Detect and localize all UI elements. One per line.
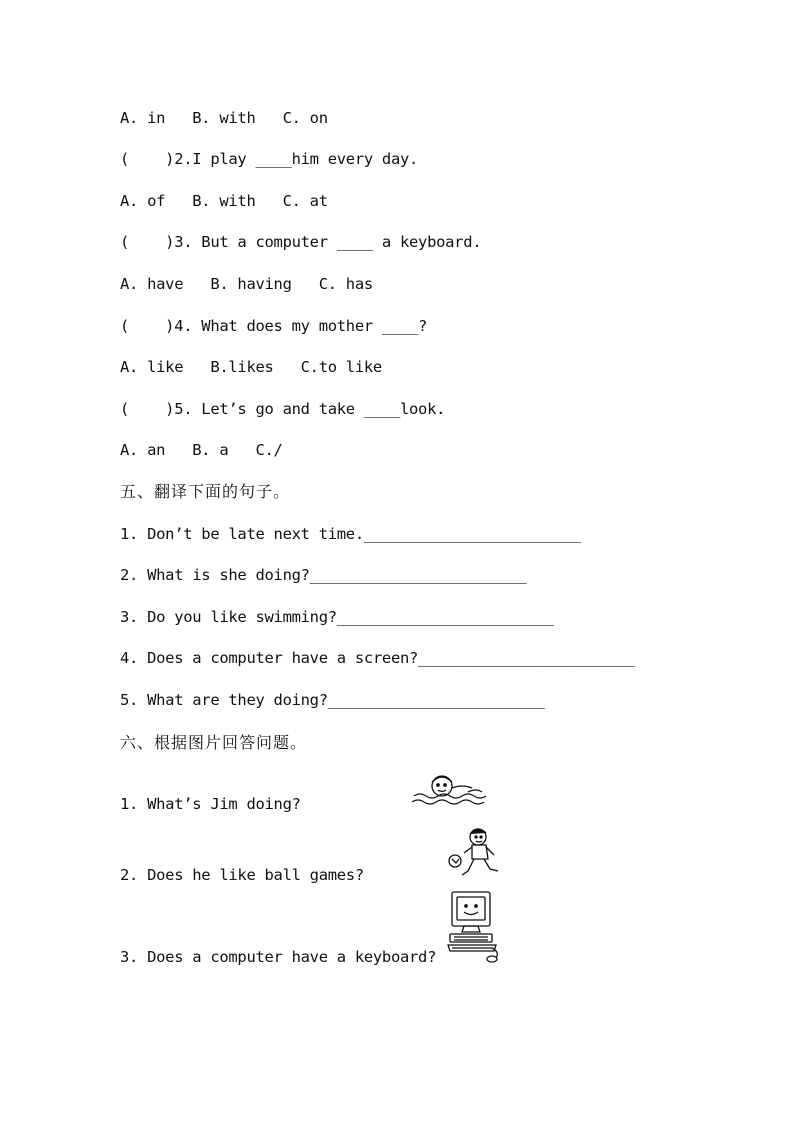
q5-options: A. an B. a C./ xyxy=(120,441,283,459)
picture-question-1: 1. What’s Jim doing? xyxy=(120,795,301,813)
q2-options: A. of B. with C. at xyxy=(120,192,328,210)
translate-item-1: 1. Don’t be late next time.________________________ xyxy=(120,525,581,543)
computer-picture xyxy=(444,890,504,964)
q3-question: ( )3. But a computer ____ a keyboard. xyxy=(120,233,482,251)
q5-question: ( )5. Let’s go and take ____look. xyxy=(120,400,446,418)
q1-options: A. in B. with C. on xyxy=(120,109,328,127)
translate-item-4: 4. Does a computer have a screen?________________________ xyxy=(120,649,635,667)
q4-question: ( )4. What does my mother ____? xyxy=(120,317,428,335)
section5-title: 五、翻译下面的句子。 xyxy=(120,482,291,501)
swimming-boy-picture xyxy=(410,770,490,810)
picture-question-3: 3. Does a computer have a keyboard? xyxy=(120,948,437,966)
q2-question: ( )2.I play ____him every day. xyxy=(120,150,419,168)
translate-item-2: 2. What is she doing?________________________ xyxy=(120,566,527,584)
football-boy-picture xyxy=(442,825,507,883)
q4-options: A. like B.likes C.to like xyxy=(120,358,382,376)
picture-question-2: 2. Does he like ball games? xyxy=(120,866,364,884)
section6-title: 六、根据图片回答问题。 xyxy=(120,733,308,752)
translate-item-3: 3. Do you like swimming?________________________ xyxy=(120,608,554,626)
q3-options: A. have B. having C. has xyxy=(120,275,373,293)
translate-item-5: 5. What are they doing?________________________ xyxy=(120,691,545,709)
